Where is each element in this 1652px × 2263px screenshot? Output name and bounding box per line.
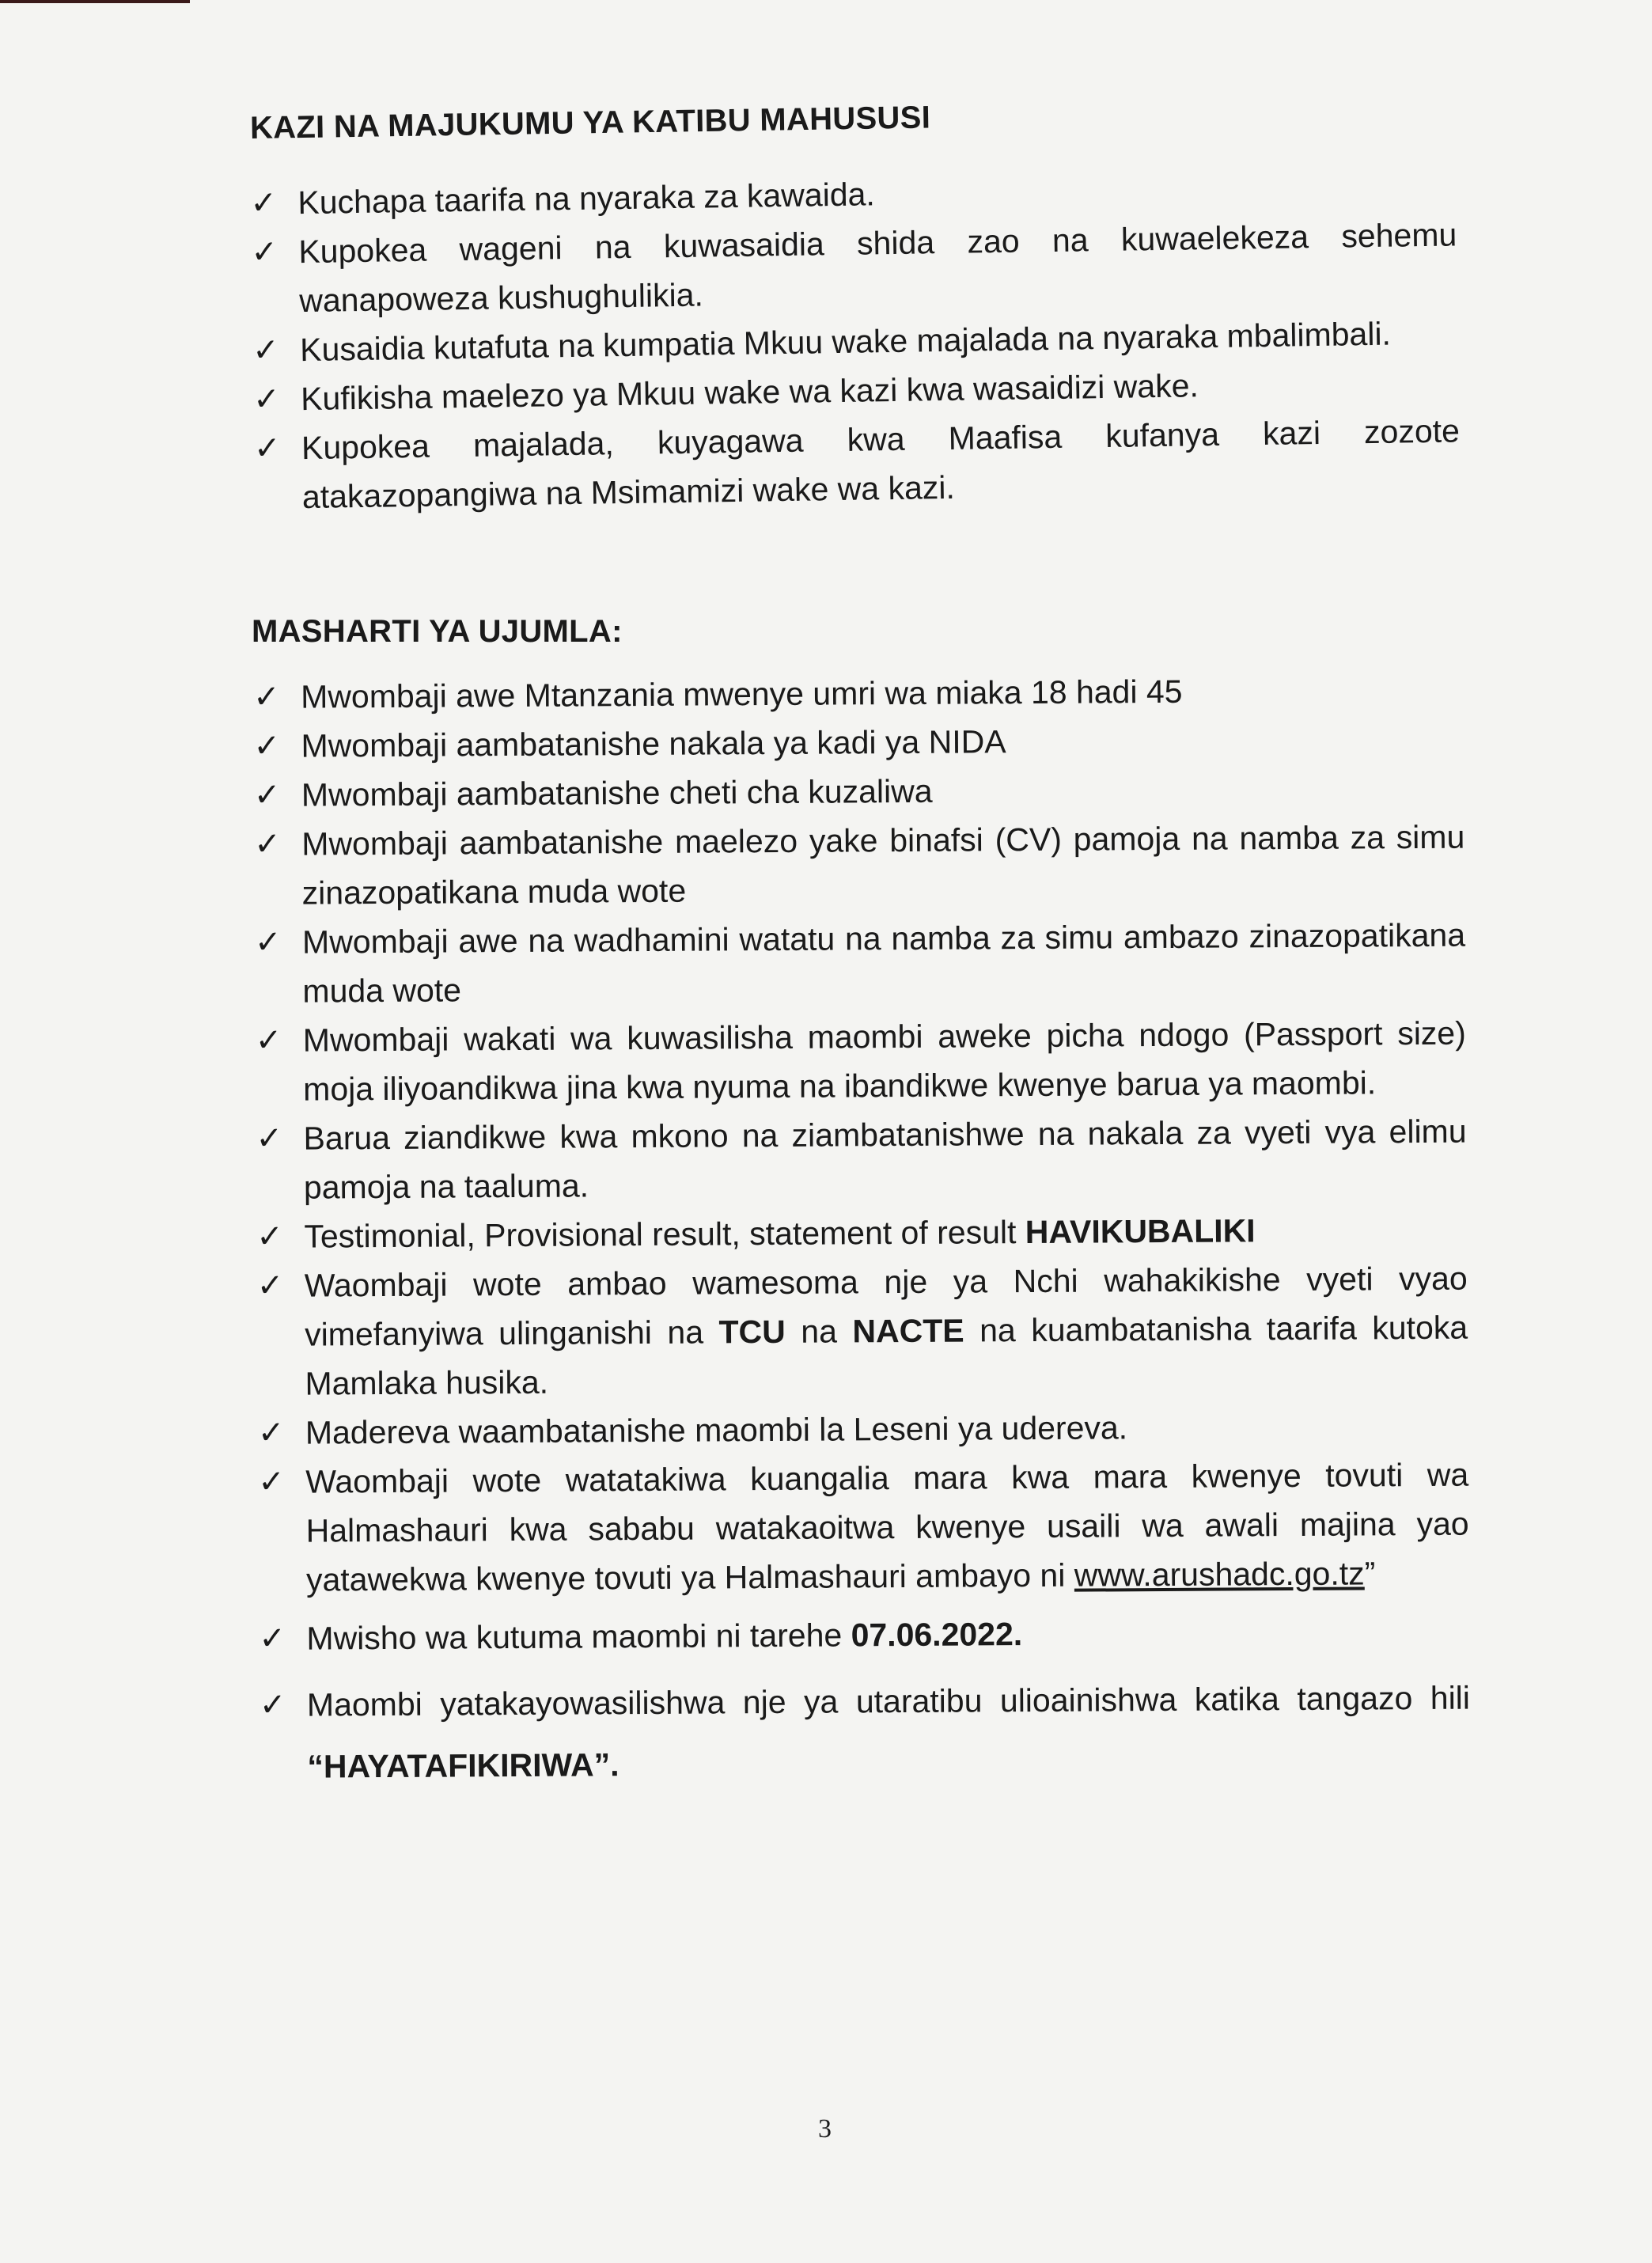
list-item-testimonial: ✓ Testimonial, Provisional result, statement of result HAVIKUBALIKI — [256, 1205, 1467, 1261]
check-icon: ✓ — [252, 332, 280, 369]
general-conditions-list — [253, 665, 1471, 1798]
list-item: ✓ Kuchapa taarifa na nyaraka za kawaida. — [250, 161, 1457, 228]
check-icon: ✓ — [258, 1463, 285, 1500]
check-icon: ✓ — [254, 825, 281, 862]
emphasis-text: NACTE — [852, 1312, 964, 1350]
check-icon: ✓ — [251, 233, 278, 271]
deadline-date: 07.06.2022. — [851, 1616, 1023, 1654]
list-item: ✓ Mwombaji aambatanishe nakala ya kadi ya NIDA — [253, 715, 1464, 771]
list-item: ✓ Kusaidia kutafuta na kumpatia Mkuu wake majalada na nyaraka mbalimbali. — [252, 308, 1459, 375]
list-item-foreign-certificates: ✓ Waombaji wote ambao wamesoma nje ya Nchi wahakikishe vyeti vyao vimefanyiwa ulinganishi na TCU na NACTE na kuambatanisha taarifa kutoka Mamlaka husika. — [256, 1260, 1468, 1402]
check-icon: ✓ — [253, 430, 281, 467]
list-item-deadline: ✓ Mwisho wa kutuma maombi ni tarehe 07.06.2022. — [259, 1604, 1469, 1666]
emphasis-text: TCU — [718, 1313, 786, 1351]
check-icon: ✓ — [256, 1267, 284, 1304]
list-item-website: ✓ Waombaji wote watatakiwa kuangalia mara kwa mara kwenye tovuti wa Halmashauri kwa sababu watakaoitwa kwenye usaili wa awali majina yao yatawekwa kwenye tovuti ya Halmashauri ambayo ni www.arushadc.go.tz” — [258, 1456, 1469, 1598]
list-item: ✓ Kufikisha maelezo ya Mkuu wake wa kazi kwa wasaidizi wake. — [253, 357, 1460, 424]
check-icon: ✓ — [253, 727, 281, 764]
list-item: ✓ Kupokea wageni na kuwasaidia shida zao na kuwaelekeza sehemu wanapoweza kushughulikia. — [251, 216, 1457, 320]
check-icon: ✓ — [256, 1218, 284, 1255]
list-item: ✓ Barua ziandikwe kwa mkono na ziambatanishwe na nakala za vyeti vya elimu pamoja na taaluma. — [256, 1113, 1467, 1206]
check-icon: ✓ — [259, 1620, 286, 1657]
section-title-duties: KAZI NA MAJUKUMU YA KATIBU MAHUSUSI — [249, 100, 931, 146]
check-icon: ✓ — [253, 776, 281, 813]
emphasis-text: HAVIKUBALIKI — [1025, 1212, 1256, 1251]
check-icon: ✓ — [257, 1414, 285, 1451]
section-title-general: MASHARTI YA UJUMLA: — [252, 614, 623, 649]
check-icon: ✓ — [259, 1686, 286, 1723]
emphasis-text: “HAYATAFIKIRIWA”. — [307, 1746, 620, 1785]
check-icon: ✓ — [253, 678, 280, 715]
check-icon: ✓ — [255, 1022, 282, 1059]
website-link[interactable]: www.arushadc.go.tz — [1074, 1555, 1365, 1594]
check-icon: ✓ — [252, 381, 280, 418]
list-item: ✓ Kupokea majalada, kuyagawa kwa Maafisa kufanya kazi zozote atakazopangiwa na Msimamizi wake wa kazi. — [253, 412, 1461, 516]
list-item: ✓ Mwombaji wakati wa kuwasilisha maombi aweke picha ndogo (Passport size) moja iliyoandikwa jina kwa nyuma na ibandikwe kwenye barua ya maombi. — [255, 1014, 1466, 1108]
page-number: 3 — [818, 2114, 832, 2144]
check-icon: ✓ — [256, 1120, 283, 1157]
list-item: ✓ Mwombaji awe Mtanzania mwenye umri wa miaka 18 hadi 45 — [253, 665, 1464, 722]
list-item-rejection: ✓ Maombi yatakayowasilishwa nje ya utaratibu ulioainishwa katika tangazo hili “HAYATAFIKIRIWA”. — [260, 1667, 1471, 1798]
check-icon: ✓ — [254, 923, 282, 961]
check-icon: ✓ — [250, 184, 278, 222]
duties-list — [250, 161, 1461, 522]
list-item: ✓ Mwombaji aambatanishe maelezo yake binafsi (CV) pamoja na namba za simu zinazopatikana muda wote — [254, 818, 1465, 912]
list-item-drivers: ✓ Madereva waambatanishe maombi la Leseni ya udereva. — [258, 1401, 1468, 1457]
list-item: ✓ Mwombaji awe na wadhamini watatu na namba za simu ambazo zinazopatikana muda wote — [254, 916, 1466, 1010]
list-item: ✓ Mwombaji aambatanishe cheti cha kuzaliwa — [254, 764, 1464, 820]
